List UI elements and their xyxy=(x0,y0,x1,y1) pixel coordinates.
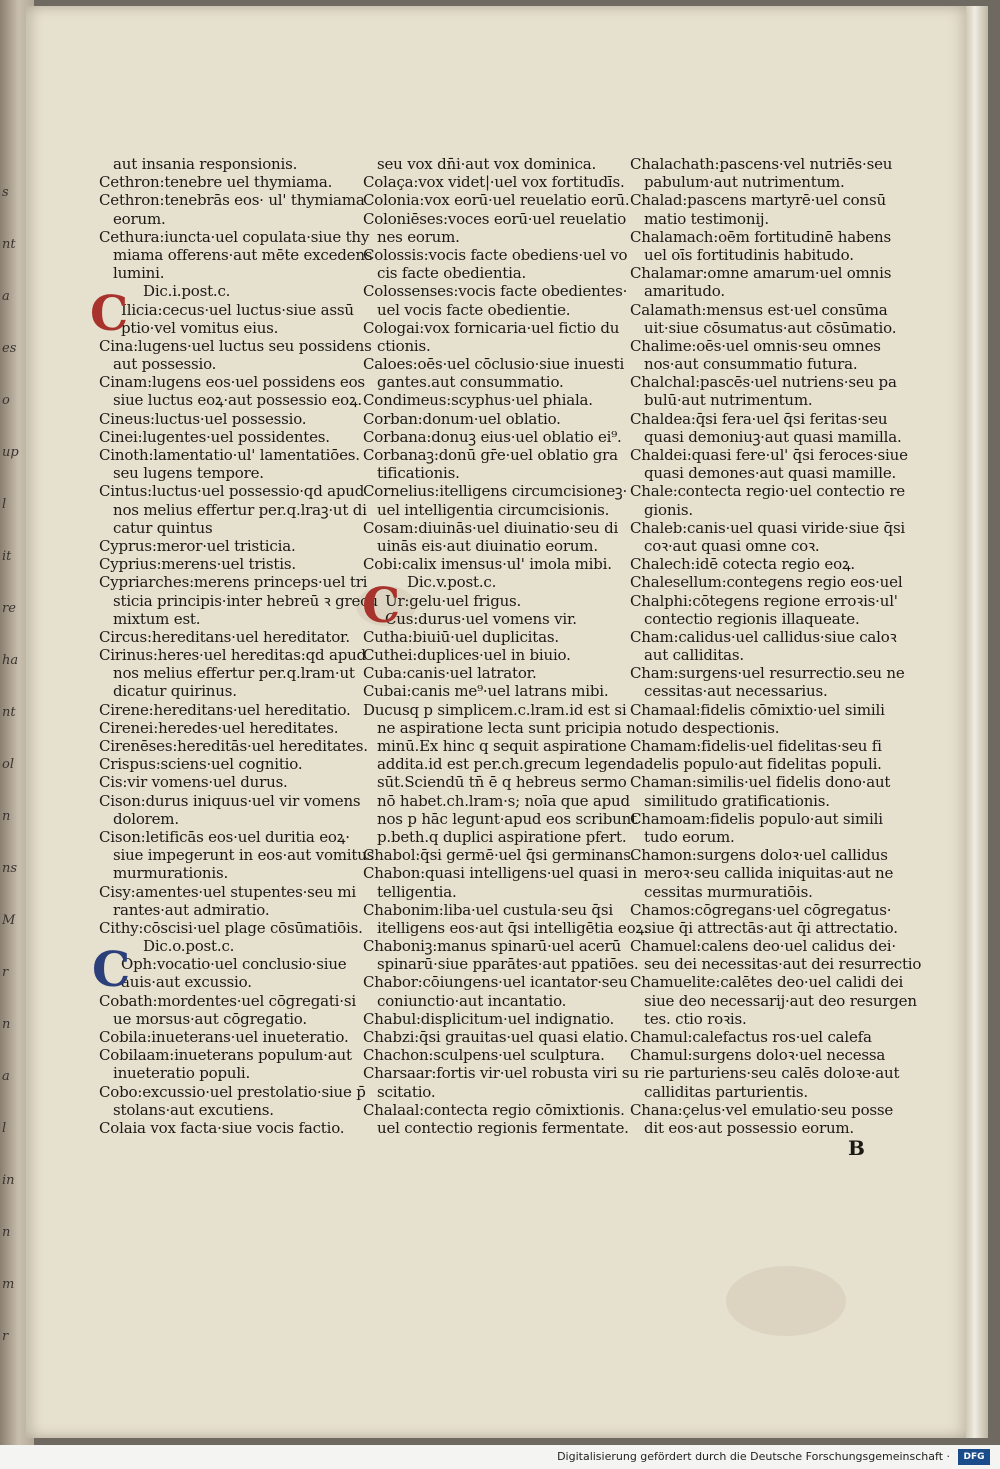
col2-line: itelligens eos·aut q̄si intelligētia eoꝝ. xyxy=(377,918,649,937)
prev-page-fragment: in xyxy=(2,1173,15,1188)
col3-line: contectio regionis illaqueate. xyxy=(644,609,860,628)
prev-page-fragment: n xyxy=(2,809,11,824)
col2-line: Cologai:vox fornicaria·uel fictio du xyxy=(363,318,620,337)
col3-line: siue deo necessarij·aut deo resurgen xyxy=(644,991,917,1010)
col1-line: Cinam:lugens eos·uel possidens eos xyxy=(99,373,365,392)
col3-line: pabulum·aut nutrimentum. xyxy=(644,173,845,192)
col2-line: seu vox dn̄i·aut vox dominica. xyxy=(377,155,597,173)
col2-line: Ducusq p simplicem.c.lram.id est si xyxy=(363,700,627,719)
col3-line: Chalad:pascens martyrē·uel consū xyxy=(630,191,886,210)
prev-page-fragment: o xyxy=(2,393,10,408)
col2-line: Chabul:displicitum·uel indignatio. xyxy=(363,1009,615,1028)
col1-line: aut possessio. xyxy=(113,355,217,374)
col1-line: Dic.i.post.c. xyxy=(143,282,231,301)
col2-line: coniunctio·aut incantatio. xyxy=(377,991,567,1010)
col1-line: nos melius effertur per.q.lram·ut xyxy=(113,664,355,683)
col1-line: Ilicia:cecus·uel luctus·siue assū xyxy=(121,300,354,319)
col3-line: gionis. xyxy=(644,500,693,519)
col2-line: Caloes:oēs·uel cōclusio·siue inuesti xyxy=(363,355,625,374)
col3-line: cessitas murmuratiōis. xyxy=(644,882,813,901)
col2-line: uel vocis facte obedientie. xyxy=(377,300,571,319)
col2-line: Chabonim:liba·uel custula·seu q̄si xyxy=(363,900,613,919)
col1-line: Cis:vir vomens·uel durus. xyxy=(99,773,288,792)
col2-line: nes eorum. xyxy=(377,227,460,246)
col3-line: Chamuel:calens deo·uel calidus dei· xyxy=(630,937,896,956)
col2-line: Cobi:calix imensus·ul' imola mibi. xyxy=(363,555,612,574)
col3-line: Chamoam:fidelis populo·aut simili xyxy=(630,809,883,828)
col3-line: Chalphi:cōtegens regione erroꝛis·ul' xyxy=(630,591,898,610)
col1-line: Cirenei:heredes·uel hereditates. xyxy=(99,718,339,737)
col2-line: Condimeus:scyphus·uel phiala. xyxy=(363,391,593,410)
col3-line: quasi demones·aut quasi mamille. xyxy=(644,464,897,483)
text-column-2 xyxy=(363,155,649,1137)
col1-line: Colaia vox facta·siue vocis factio. xyxy=(99,1118,345,1137)
col1-line: Cinei:lugentes·uel possidentes. xyxy=(99,427,330,446)
col2-line: Corbana:donuꝫ eius·uel oblatio ei⁹. xyxy=(363,427,622,446)
col2-line: Chabon:quasi intelligens·uel quasi in xyxy=(363,864,637,883)
prev-page-fragment: r xyxy=(2,1329,9,1344)
col1-line: dicatur quirinus. xyxy=(113,682,237,701)
col3-line: Chamul:calefactus ros·uel calefa xyxy=(630,1028,872,1046)
col1-line: Cina:lugens·uel luctus seu possidens xyxy=(99,336,372,355)
col3-line: coꝛ·aut quasi omne coꝛ. xyxy=(644,536,820,555)
col1-line: lumini. xyxy=(113,264,165,283)
col2-line: sūt.Sciendū tn̄ ē q hebreus sermo xyxy=(377,773,627,792)
col2-line: Chabol:q̄si germē·uel q̄si germinans. xyxy=(363,846,636,865)
prev-page-fragment: re xyxy=(2,601,16,616)
col3-line: Chalamach:oēm fortitudinē habens xyxy=(630,227,892,246)
col2-line: Chachon:sculpens·uel sculptura. xyxy=(363,1046,605,1065)
col1-line: ue morsus·aut cōgregatio. xyxy=(113,1009,307,1028)
col2-line: uinās eis·aut diuinatio eorum. xyxy=(377,536,598,555)
col3-line: calliditas parturientis. xyxy=(644,1082,808,1101)
col1-line: Cirene:hereditans·uel hereditatio. xyxy=(99,700,351,719)
col2-line: uel intelligentia circumcisionis. xyxy=(377,500,610,519)
col3-line: Chale:contecta regio·uel contectio re xyxy=(630,482,905,501)
col3-line: aut calliditas. xyxy=(644,646,744,665)
prev-page-fragment: n xyxy=(2,1017,11,1032)
col2-line: Corban:donum·uel oblatio. xyxy=(363,409,561,428)
col3-line: Cham:calidus·uel callidus·siue caloꝛ xyxy=(630,627,897,646)
col3-line: Chalime:oēs·uel omnis·seu omnes xyxy=(630,336,881,355)
col1-line: Cison:durus iniquus·uel vir vomens xyxy=(99,791,361,810)
prev-page-fragment: ns xyxy=(2,861,18,876)
col2-line: nō habet.ch.lram·s; noīa que apud xyxy=(377,791,630,810)
col2-line: Corbanaꝫ:donū gr̄e·uel oblatio gra xyxy=(363,446,618,464)
col1-line: Cethron:tenebre uel thymiama. xyxy=(99,173,333,192)
col2-line: cis facte obedientia. xyxy=(377,264,527,283)
funding-note: Digitalisierung gefördert durch die Deutsche Forschungsgemeinschaft · xyxy=(557,1450,950,1463)
col2-line: Cornelius:itelligens circumcisioneꝫ· xyxy=(363,482,628,501)
prev-page-fragment: nt xyxy=(2,705,16,720)
col2-line: minū.Ex hinc q sequit aspiratione xyxy=(377,737,627,755)
col2-line: Colossenses:vocis facte obedientes· xyxy=(363,282,628,301)
col3-line: Chamaal:fidelis cōmixtio·uel simili xyxy=(630,700,885,719)
col1-line: stolans·aut excutiens. xyxy=(113,1100,274,1119)
col1-line: Cison:letificās eos·uel duritia eoꝝ· xyxy=(99,827,350,846)
col2-line: tificationis. xyxy=(377,464,460,483)
col1-line: Cobath:mordentes·uel cōgregati·si xyxy=(99,991,356,1010)
col1-line: Cyprius:merens·uel tristis. xyxy=(99,555,296,574)
col1-line: ptio·vel vomitus eius. xyxy=(121,318,279,337)
col3-line: dit eos·aut possessio eorum. xyxy=(644,1118,854,1137)
col3-line: Chaldei:quasi fere·ul' q̄si feroces·siue xyxy=(630,446,908,464)
col3-line: tudo despectionis. xyxy=(644,718,780,737)
col1-line: Cypriarches:merens princeps·uel tri xyxy=(99,573,368,592)
col1-line: auis·aut excussio. xyxy=(121,973,252,992)
col1-line: dolorem. xyxy=(113,809,179,828)
col1-line: murmurationis. xyxy=(113,864,229,883)
col1-line: Cintus:luctus·uel possessio·qd apud xyxy=(99,482,365,501)
col2-line: Chabor:cōiungens·uel icantator·seu xyxy=(363,973,628,992)
col1-line: Circus:hereditans·uel hereditator. xyxy=(99,627,350,646)
prev-page-fragment: M xyxy=(2,913,16,928)
prev-page-fragment: ha xyxy=(2,653,19,668)
initial-letter-red: C xyxy=(362,578,401,634)
col1-line: Cobo:excussio·uel prestolatio·siue p̄ xyxy=(99,1082,366,1101)
prev-page-fragment: a xyxy=(2,1069,10,1084)
col3-line: matio testimonij. xyxy=(644,209,769,228)
col2-line: Cus:durus·uel vomens vir. xyxy=(385,609,577,628)
col1-line: Cyprus:meror·uel tristicia. xyxy=(99,536,296,555)
col3-line: Chana:çelus·vel emulatio·seu posse xyxy=(630,1100,894,1119)
col1-line: eorum. xyxy=(113,209,166,228)
col3-line: Cham:surgens·uel resurrectio.seu ne xyxy=(630,664,905,683)
dfg-logo: DFG xyxy=(958,1449,990,1465)
col1-line: mixtum est. xyxy=(113,609,201,628)
col1-line: inueteratio populi. xyxy=(113,1064,251,1083)
col1-line: Cinoth:lamentatio·ul' lamentatiōes. xyxy=(99,446,360,464)
col3-line: Chaleb:canis·uel quasi viride·siue q̄si xyxy=(630,518,906,537)
col2-line: Cuba:canis·uel latrator. xyxy=(363,664,537,683)
col1-line: nos melius effertur per.q.lraꝫ·ut di xyxy=(113,500,367,519)
col3-line: siue q̄i attrectās·aut q̄i attrectatio. xyxy=(644,918,898,937)
col2-line: Chalaal:contecta regio cōmixtionis. xyxy=(363,1100,625,1119)
col3-line: amaritudo. xyxy=(644,282,725,301)
col3-line: Chaldea:q̄si fera·uel q̄si feritas·seu xyxy=(630,409,888,428)
col3-line: Chalamar:omne amarum·uel omnis xyxy=(630,264,892,283)
col2-line: addita.id est per.ch.grecum legenda xyxy=(377,755,644,774)
prev-page-fragment: l xyxy=(2,497,7,512)
col3-line: Chalesellum:contegens regio eos·uel xyxy=(630,573,903,592)
prev-page-fragment: ol xyxy=(2,757,14,772)
col3-line: delis populo·aut fidelitas populi. xyxy=(644,755,882,774)
col3-line: meroꝛ·seu callida iniquitas·aut ne xyxy=(644,864,894,883)
col1-line: Cobilaam:inueterans populum·aut xyxy=(99,1046,352,1065)
footer-bar xyxy=(0,1445,1000,1469)
col3-line: quasi demoniuꝫ·aut quasi mamilla. xyxy=(644,427,902,446)
col3-line: Chamul:surgens doloꝛ·uel necessa xyxy=(630,1046,886,1065)
col1-line: miama offerens·aut mēte excedens xyxy=(113,245,373,264)
col1-line: Oph:vocatio·uel conclusio·siue xyxy=(121,955,347,974)
col1-line: Cobila:inueterans·uel inueteratio. xyxy=(99,1028,349,1046)
prev-page-fragment: s xyxy=(2,185,9,200)
col2-line: Chaboniꝫ:manus spinarū·uel acerū xyxy=(363,937,621,956)
col1-line: Cirinus:heres·uel hereditas:qd apud xyxy=(99,646,366,665)
col1-line: Cethura:iuncta·uel copulata·siue thy xyxy=(99,227,370,246)
col1-line: Cethron:tenebrās eos· ul' thymiama xyxy=(99,191,365,210)
initial-letter-blue: C xyxy=(92,942,131,998)
col3-line: Chalech:idē cotecta regio eoꝝ. xyxy=(630,555,855,574)
col1-line: Cirenēses:hereditās·uel hereditates. xyxy=(99,737,368,755)
prev-page-fragment: es xyxy=(2,341,17,356)
col2-line: nos p hāc legunt·apud eos scribunt xyxy=(377,809,637,828)
col2-line: gantes.aut consummatio. xyxy=(377,373,564,392)
col3-line: Chalachath:pascens·vel nutriēs·seu xyxy=(630,155,893,173)
col1-line: Dic.o.post.c. xyxy=(143,937,235,956)
col2-line: Cosam:diuinās·uel diuinatio·seu di xyxy=(363,518,619,537)
col2-line: Charsaar:fortis vir·uel robusta viri su xyxy=(363,1064,639,1083)
col3-line: Chamuelite:calētes deo·uel calidi dei xyxy=(630,973,904,992)
col2-line: spinarū·siue pparātes·aut ppatiōes. xyxy=(377,955,639,974)
col1-line: aut insania responsionis. xyxy=(113,155,298,173)
col3-line: Chalchal:pascēs·uel nutriens·seu pa xyxy=(630,373,897,392)
col1-line: Cineus:luctus·uel possessio. xyxy=(99,409,307,428)
col1-line: seu lugens tempore. xyxy=(113,464,264,483)
signature-mark: B xyxy=(848,1136,865,1160)
col1-line: rantes·aut admiratio. xyxy=(113,900,270,919)
col1-line: siue impegerunt in eos·aut vomitus xyxy=(113,846,375,865)
col3-line: tes. ctio roꝛis. xyxy=(644,1009,747,1028)
col3-line: uel oīs fortitudinis habitudo. xyxy=(644,245,854,264)
col2-line: uel contectio regionis fermentate. xyxy=(377,1118,629,1137)
col2-line: ne aspiratione lecta sunt pricipia no xyxy=(377,718,645,737)
col3-line: Calamath:mensus est·uel consūma xyxy=(630,300,888,319)
col1-line: Cithy:cōscisi·uel plage cōsūmatiōis. xyxy=(99,918,363,937)
col3-line: seu dei necessitas·aut dei resurrectio xyxy=(644,955,922,974)
text-column-1 xyxy=(99,155,378,1137)
prev-page-fragment: l xyxy=(2,1121,7,1136)
col2-line: Chabzi:q̄si grauitas·uel quasi elatio. xyxy=(363,1028,629,1046)
prev-page-fragment: r xyxy=(2,965,9,980)
col3-line: nos·aut consummatio futura. xyxy=(644,355,858,374)
initial-letter-red: C xyxy=(90,286,129,342)
prev-page-fragment: a xyxy=(2,289,10,304)
col1-line: sticia principis·inter hebreū ꝛ grecū xyxy=(113,591,378,610)
col2-line: Cutha:biuiū·uel duplicitas. xyxy=(363,627,559,646)
col3-line: uit·siue cōsumatus·aut cōsūmatio. xyxy=(644,318,897,337)
col3-line: rie parturiens·seu calēs doloꝛe·aut xyxy=(644,1064,900,1083)
col3-line: bulū·aut nutrimentum. xyxy=(644,391,813,410)
col2-line: Ur:gelu·uel frigus. xyxy=(385,591,522,610)
col3-line: Chamon:surgens doloꝛ·uel callidus xyxy=(630,846,888,865)
col2-line: ctionis. xyxy=(377,336,431,355)
col3-line: cessitas·aut necessarius. xyxy=(644,682,828,701)
col3-line: Chaman:similis·uel fidelis dono·aut xyxy=(630,773,891,792)
col2-line: Colonia:vox eorū·uel reuelatio eorū. xyxy=(363,191,630,210)
page-edge xyxy=(966,6,988,1438)
col2-line: telligentia. xyxy=(377,882,457,901)
paper-stain xyxy=(726,1266,846,1336)
col3-line: Chamos:cōgregans·uel cōgregatus· xyxy=(630,900,892,919)
col2-line: p.beth.q duplici aspiratione pfert. xyxy=(377,827,627,846)
col1-line: siue luctus eoꝝ·aut possessio eoꝝ. xyxy=(113,391,363,410)
col2-line: Dic.v.post.c. xyxy=(407,573,497,592)
prev-page-fragment: nt xyxy=(2,237,16,252)
col3-line: tudo eorum. xyxy=(644,827,735,846)
col3-line: Chamam:fidelis·uel fidelitas·seu fi xyxy=(630,737,882,755)
col1-line: Cisy:amentes·uel stupentes·seu mi xyxy=(99,882,356,901)
col2-line: Colaça:vox videt|·uel vox fortitudīs. xyxy=(363,173,625,192)
prev-page-fragment: n xyxy=(2,1225,11,1240)
col2-line: Cubai:canis me⁹·uel latrans mibi. xyxy=(363,682,609,701)
prev-page-fragment: m xyxy=(2,1277,15,1292)
col3-line: similitudo gratificationis. xyxy=(644,791,830,810)
col2-line: scitatio. xyxy=(377,1082,436,1101)
col2-line: Coloniēses:voces eorū·uel reuelatio xyxy=(363,209,627,228)
text-column-3 xyxy=(630,155,922,1137)
col2-line: Cuthei:duplices·uel in biuio. xyxy=(363,646,571,665)
col2-line: Colossis:vocis facte obediens·uel vo xyxy=(363,245,628,264)
col1-line: catur quintus xyxy=(113,518,213,537)
prev-page-fragment: it xyxy=(2,549,12,564)
col1-line: Crispus:sciens·uel cognitio. xyxy=(99,755,303,774)
prev-page-fragment: up xyxy=(2,445,19,460)
